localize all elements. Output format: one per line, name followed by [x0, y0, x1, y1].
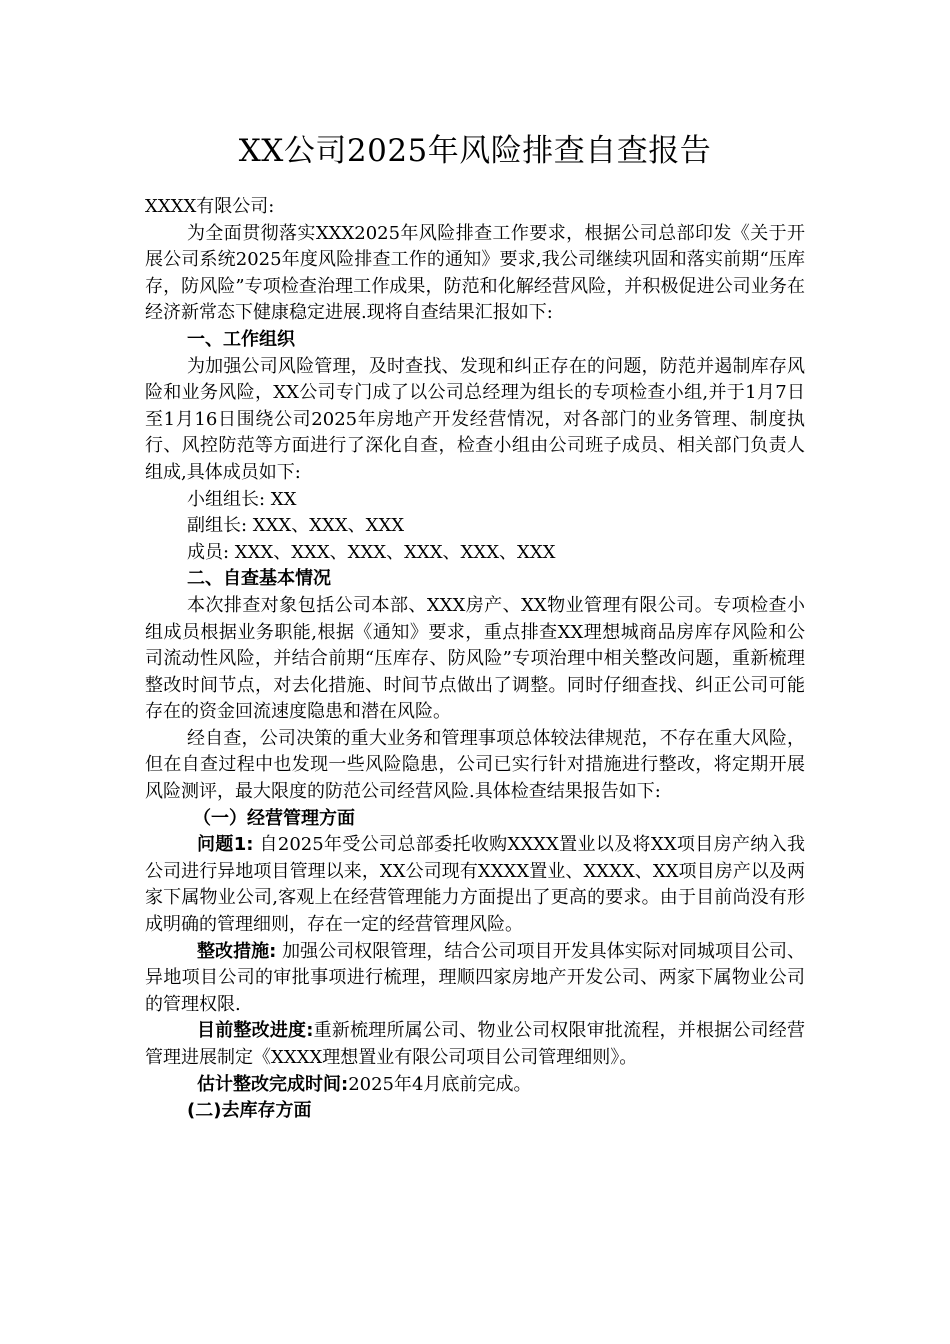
subsection2-heading: (二)去库存方面 — [187, 1100, 312, 1122]
problem-label: 问题1: — [197, 834, 254, 856]
salutation: XXXX有限公司: — [145, 196, 275, 217]
section2-heading: 二、自查基本情况 — [187, 568, 331, 590]
progress-paragraph — [145, 1018, 805, 1071]
problem-text: 自2025年受公司总部委托收购XXXX置业以及将XX项目房产纳入我公司进行异地项目管理以来，XX公司现有XXXX置业、XXXX、XX项目房产以及两家下属物业公司,客观上在经营管理能力方面提出了更高的要求。由于目前尚没有形成明确的管理细则，存在一定的经营管理风险。 — [145, 834, 805, 936]
section1-body: 为加强公司风险管理，及时查找、发现和纠正存在的问题，防范并遏制库存风险和业务风险，XX公司专门成了以公司总经理为组长的专项检查小组,并于1月7日至1月16日围绕公司2025年房地产开发经营情况，对各部门的业务管理、制度执行、风控防范等方面进行了深化自查，检查小组由公司班子成员、相关部门负责人组成,具体成员如下: — [145, 355, 805, 483]
deadline-label: 估计整改完成时间: — [197, 1073, 349, 1095]
section2-paragraph2: 经自查，公司决策的重大业务和管理事项总体较法律规范，不存在重大风险，但在自查过程中也发现一些风险隐患，公司已实行针对措施进行整改，将定期开展风险测评，最大限度的防范公司经营风险.具体检查结果报告如下: — [145, 727, 805, 803]
section2-paragraph1: 本次排查对象包括公司本部、XXX房产、XX物业管理有限公司。专项检查小组成员根据业务职能,根据《通知》要求，重点排查XX理想城商品房库存风险和公司流动性风险，并结合前期“压库存、防风险”专项治理中相关整改问题，重新梳理整改时间节点，对去化措施、时间节点做出了调整。同时仔细查找、纠正公司可能存在的资金回流速度隐患和潜在风险。 — [145, 594, 805, 723]
deadline-text: 2025年4月底前完成。 — [348, 1073, 532, 1095]
team-members: 成员: XXX、XXX、XXX、XXX、XXX、XXX — [187, 541, 556, 563]
problem-paragraph — [145, 832, 805, 938]
team-leader: 小组组长: XX — [187, 488, 297, 510]
deadline-paragraph — [145, 1072, 805, 1099]
document-page — [145, 120, 805, 1125]
progress-label: 目前整改进度: — [197, 1020, 314, 1042]
measure-text: 加强公司权限管理，结合公司项目开发具体实际对同城项目公司、异地项目公司的审批事项进行梳理，理顺四家房地产开发公司、两家下属物业公司的管理权限. — [145, 940, 806, 1015]
section1-heading: 一、工作组织 — [187, 328, 295, 350]
document-title: XX公司2025年风险排查自查报告 — [238, 133, 712, 169]
intro-paragraph: 为全面贯彻落实XXX2025年风险排查工作要求，根据公司总部印发《关于开展公司系统2025年度风险排查工作的通知》要求,我公司继续巩固和落实前期“压库存，防风险”专项检查治理工作成果，防范和化解经营风险，并积极促进公司业务在经济新常态下健康稳定进展.现将自查结果汇报如下: — [145, 222, 805, 324]
progress-text: 重新梳理所属公司、物业公司权限审批流程，并根据公司经营管理进展制定《XXXX理想置业有限公司项目公司管理细则》。 — [145, 1020, 805, 1068]
deputy-leader: 副组长: XXX、XXX、XXX — [187, 515, 405, 537]
measure-paragraph — [145, 939, 805, 1019]
measure-label: 整改措施: — [197, 940, 277, 962]
subsection1-heading: （一）经营管理方面 — [193, 807, 355, 829]
